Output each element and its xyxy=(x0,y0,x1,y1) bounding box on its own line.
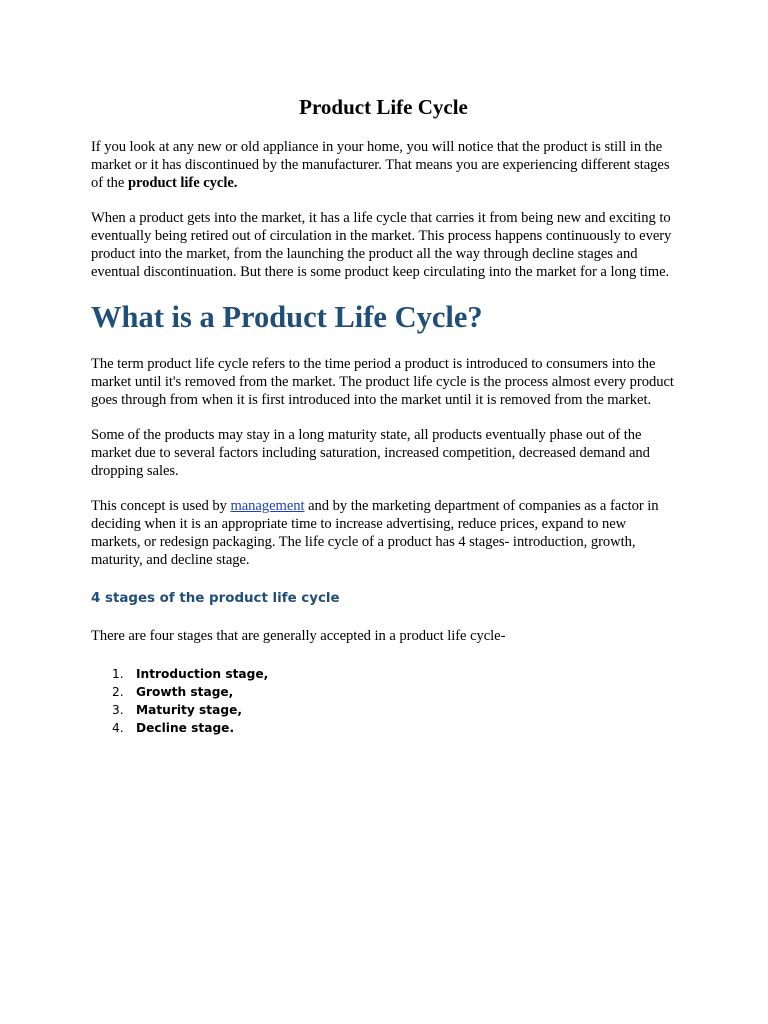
concept-text-after-link: and by the marketing department of companies as a factor in deciding when it is an appropriate time to increase advertising, reduce prices, expand to new markets, or redesign packaging. The life cycle of a product has 4 stages- introduction, growth, maturity, and decline stage. xyxy=(91,498,659,568)
stages-list xyxy=(91,665,676,737)
list-item-number: 2. xyxy=(112,685,124,699)
intro-paragraph xyxy=(91,138,676,192)
list-item xyxy=(91,719,676,737)
list-item xyxy=(91,701,676,719)
list-item xyxy=(91,665,676,683)
list-item-label: Decline stage. xyxy=(136,721,235,735)
document-title: Product Life Cycle xyxy=(299,95,468,119)
management-link[interactable]: management xyxy=(230,498,305,514)
concept-text-before-link: This concept is used by xyxy=(91,498,231,514)
paragraph-maturity: Some of the products may stay in a long maturity state, all products eventually phase out of the market due to several factors including saturation, increased competition, decreased demand and dropping sales. xyxy=(91,427,650,479)
intro-bold-text: product life cycle. xyxy=(127,175,238,191)
list-item-label: Growth stage, xyxy=(136,685,234,699)
intro-text: If you look at any new or old appliance in your home, you will notice that the product is still in the market or it has discontinued by the manufacturer. That means you are experiencing different stages of the xyxy=(91,139,670,191)
section-heading: What is a Product Life Cycle? xyxy=(91,300,483,334)
list-item-label: Maturity stage, xyxy=(136,703,242,717)
paragraph-stages-intro: There are four stages that are generally accepted in a product life cycle- xyxy=(91,628,506,644)
paragraph-concept xyxy=(91,497,676,569)
paragraph-definition: The term product life cycle refers to the time period a product is introduced to consumers into the market until it's removed from the market. The product life cycle is the process almost every product goes through from when it is first introduced into the market until it is removed from the market. xyxy=(91,356,674,408)
list-item-number: 3. xyxy=(112,703,124,717)
paragraph-lifecycle-overview: When a product gets into the market, it has a life cycle that carries it from being new and exciting to eventually being retired out of circulation in the market. This process happens continuously to every product into the market, from the launching the product all the way through decline stages and eventual discontinuation. But there is some product keep circulating into the market for a long time. xyxy=(91,210,672,280)
list-item-number: 1. xyxy=(112,667,124,681)
list-item-label: Introduction stage, xyxy=(136,667,269,681)
list-item xyxy=(91,683,676,701)
list-item-number: 4. xyxy=(112,721,124,735)
stages-subheading: 4 stages of the product life cycle xyxy=(91,591,340,606)
